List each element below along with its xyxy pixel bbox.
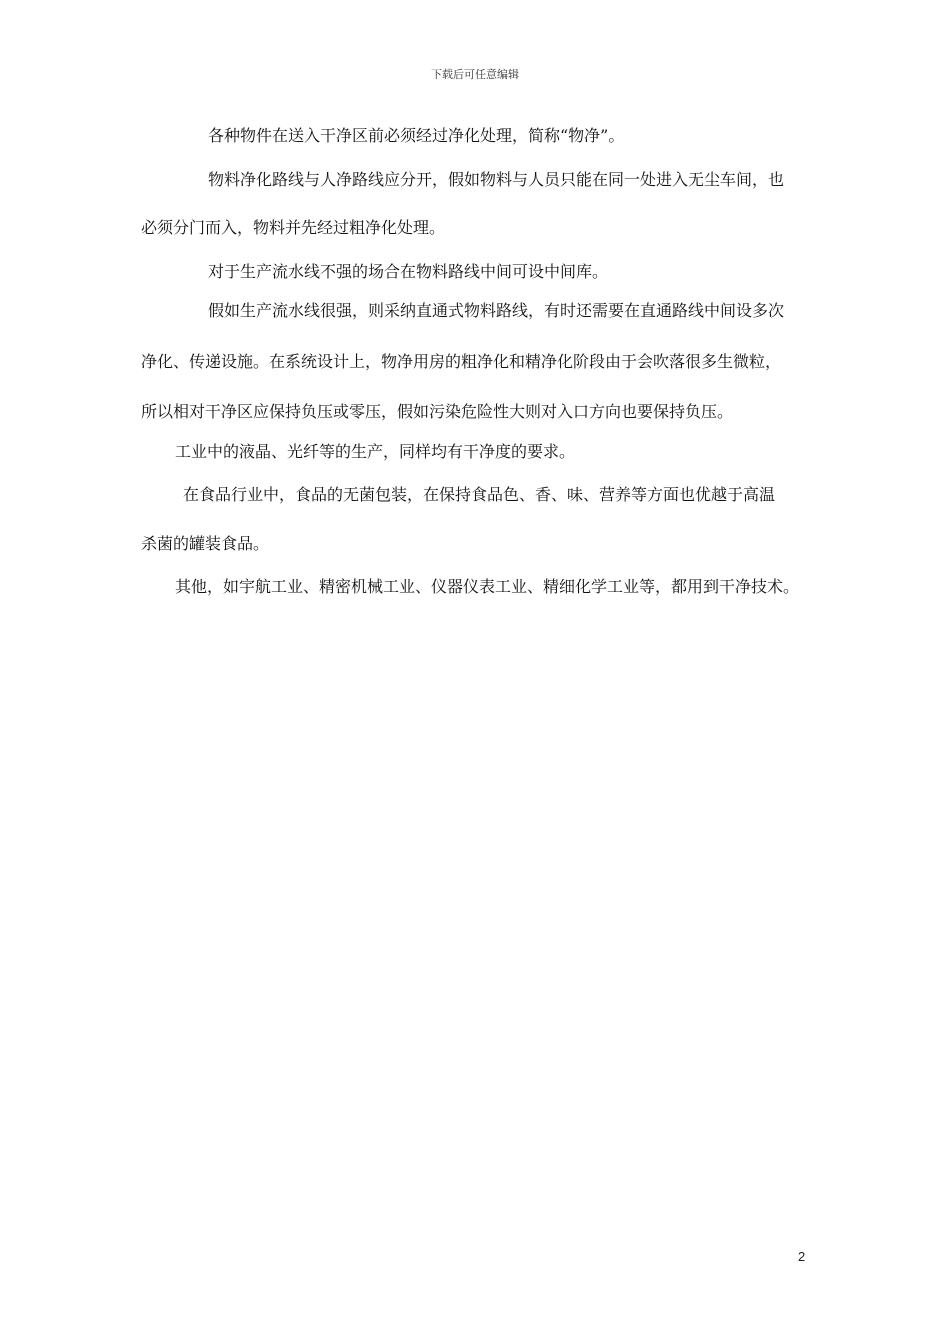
page-number: 2	[798, 1249, 806, 1264]
paragraph-6-line-2: 杀菌的罐装食品。	[141, 534, 270, 553]
paragraph-5-line-1: 工业中的液晶、光纤等的生产，同样均有干净度的要求。	[175, 442, 576, 461]
paragraph-4-line-1: 假如生产流水线很强，则采纳直通式物料路线，有时还需要在直通路线中间设多次	[208, 301, 785, 320]
paragraph-3-line-1: 对于生产流水线不强的场合在物料路线中间可设中间库。	[208, 262, 609, 281]
paragraph-2-line-1: 物料净化路线与人净路线应分开，假如物料与人员只能在同一处进入无尘车间，也	[208, 170, 785, 189]
paragraph-1-line-1: 各种物件在送入干净区前必须经过净化处理，简称“物净”。	[208, 126, 625, 145]
paragraph-2-line-2: 必须分门而入，物料并先经过粗净化处理。	[141, 218, 446, 237]
paragraph-6-line-1: 在食品行业中，食品的无菌包装，在保持食品色、香、味、营养等方面也优越于高温	[183, 485, 776, 504]
page-header: 下载后可任意编辑	[431, 68, 519, 81]
paragraph-7-line-1: 其他，如宇航工业、精密机械工业、仪器仪表工业、精细化学工业等，都用到干净技术。	[175, 577, 800, 596]
paragraph-4-line-3: 所以相对干净区应保持负压或零压，假如污染危险性大则对入口方向也要保持负压。	[141, 402, 734, 421]
paragraph-4-line-2: 净化、传递设施。在系统设计上，物净用房的粗净化和精净化阶段由于会吹落很多生微粒，	[141, 352, 782, 371]
